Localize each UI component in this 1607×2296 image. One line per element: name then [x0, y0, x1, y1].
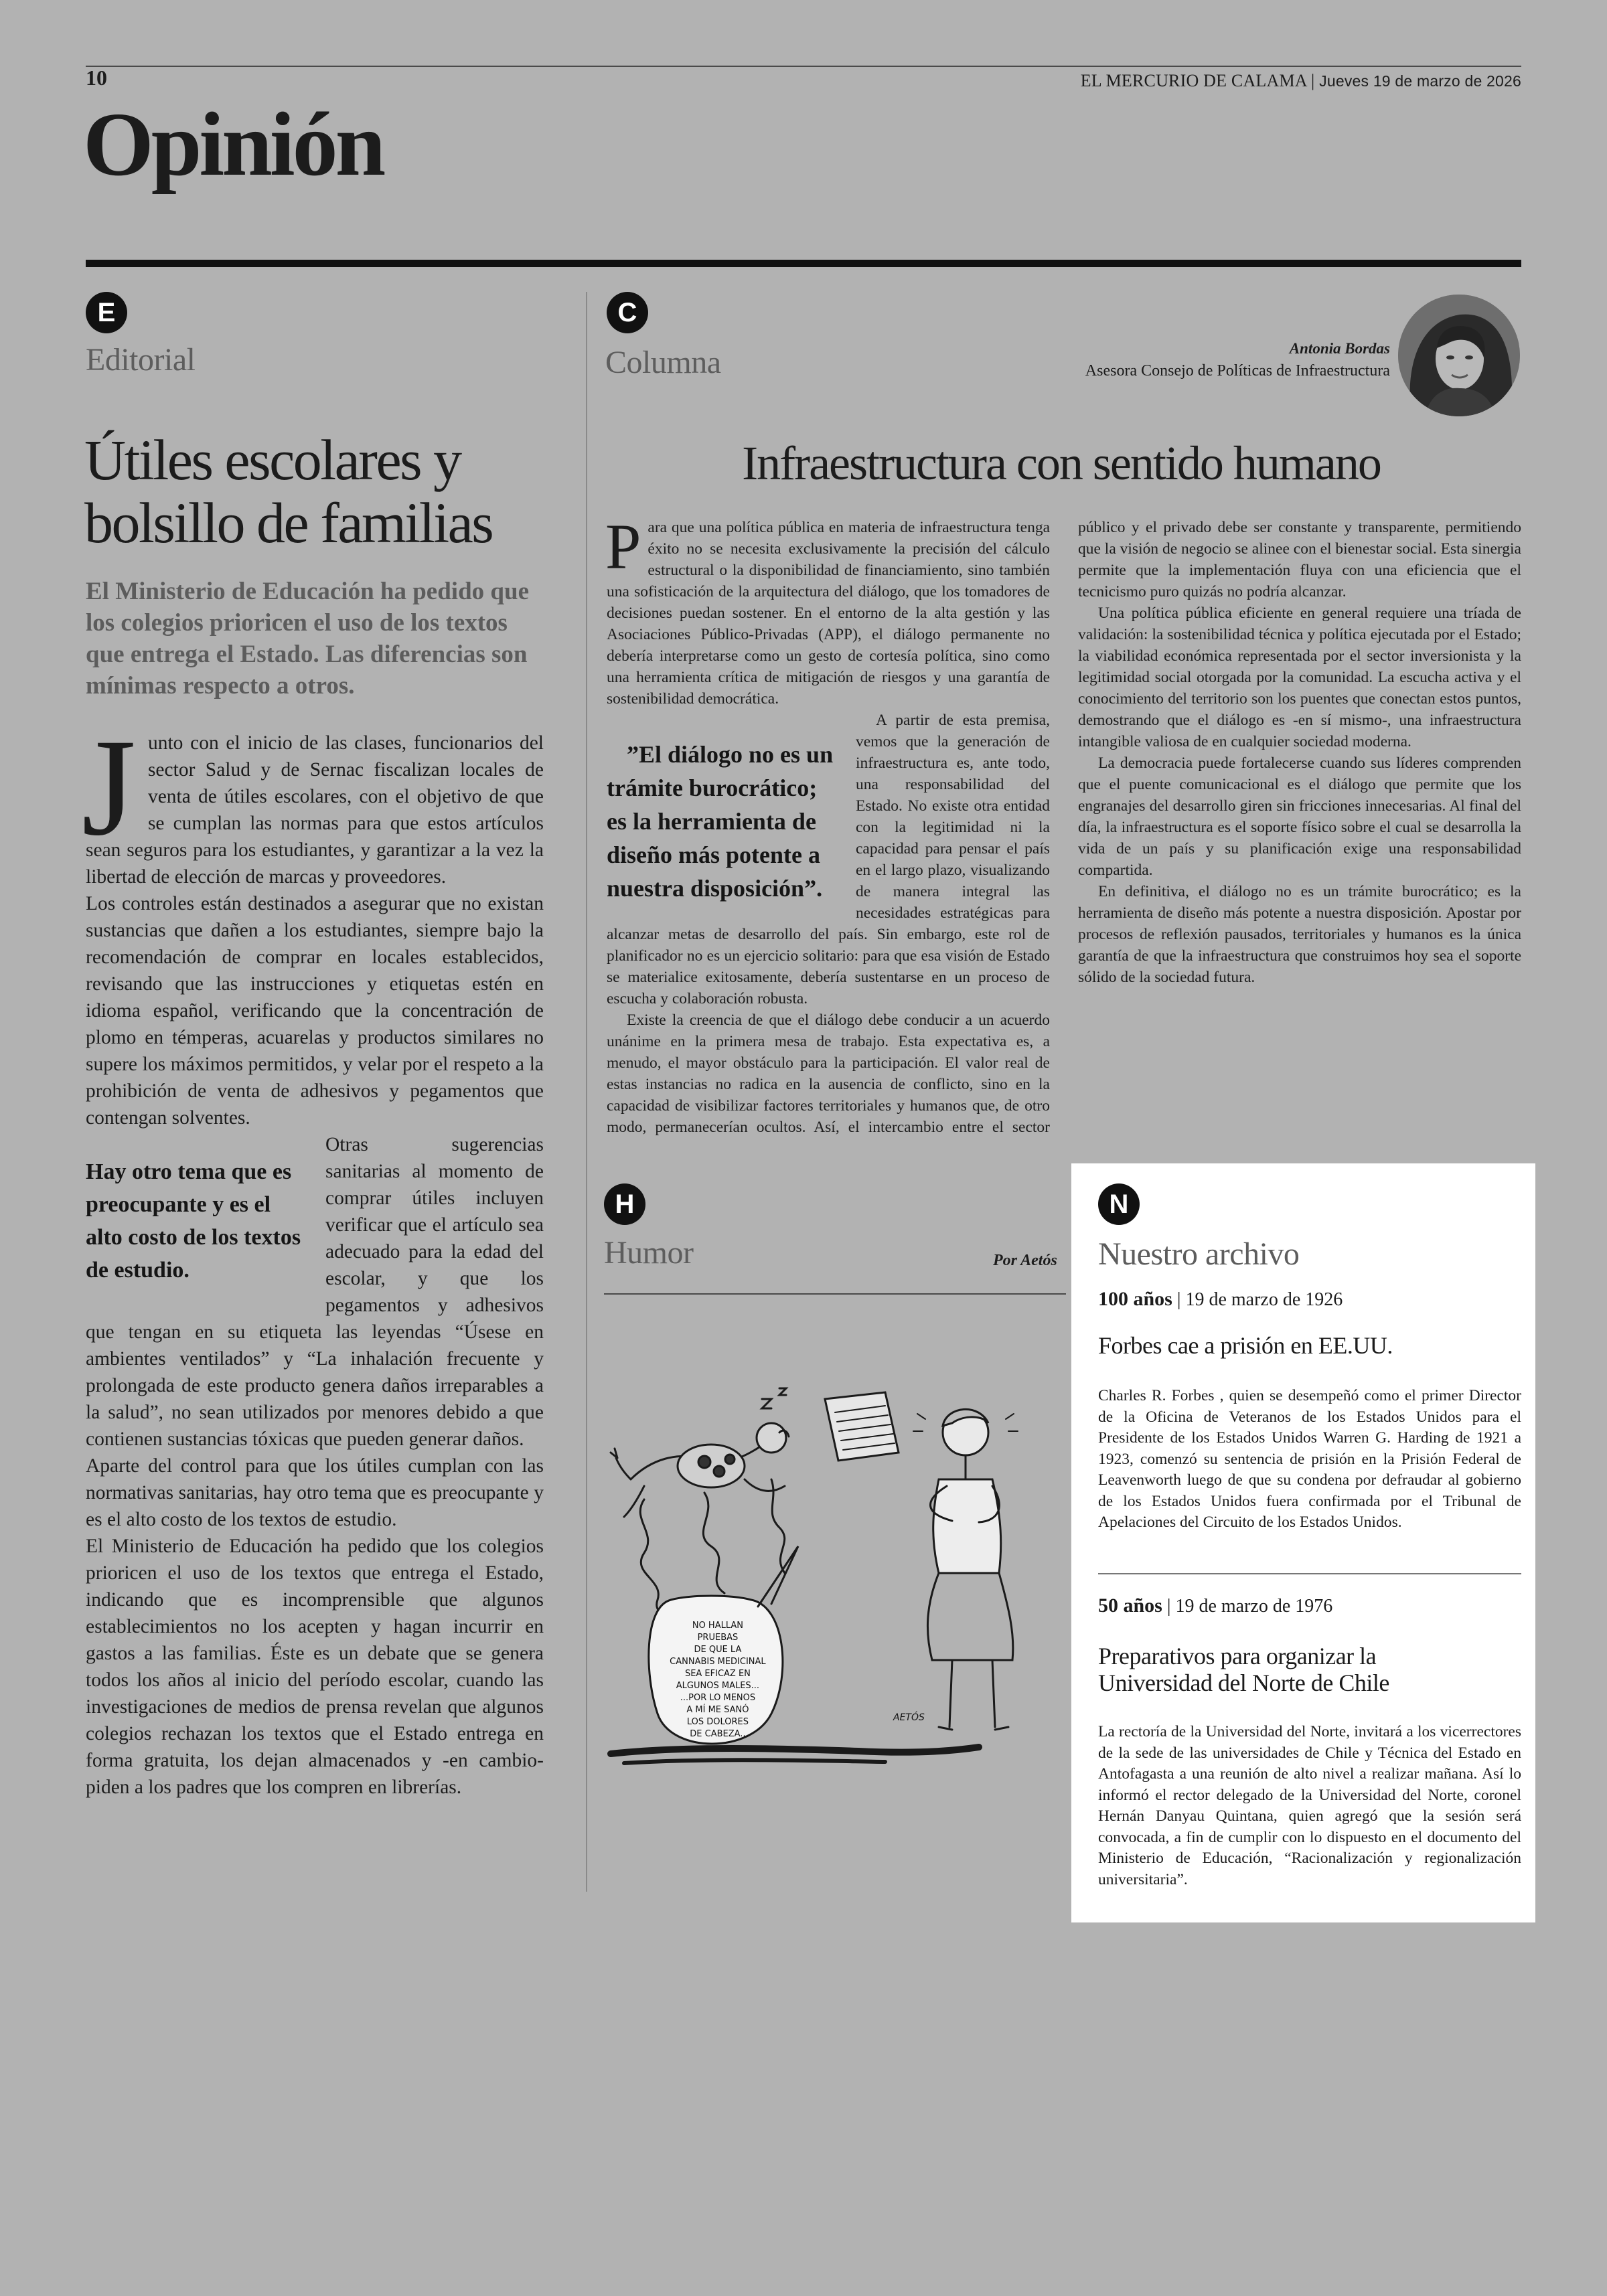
cartoon-bubble-text: NO HALLAN PRUEBAS DE QUE LA CANNABIS MEDICINAL SEA EFICAZ EN ALGUNOS MALES... ...POR LO MENOS A MÍ ME SANÓ LOS DOLORES DE CABEZA... — [670, 1621, 766, 1739]
cartoon-signature: AETÓS — [893, 1712, 925, 1723]
archive-item-2-years: 50 años — [1098, 1594, 1162, 1617]
archive-item-1-title: Forbes cae a prisión en EE.UU. — [1098, 1332, 1393, 1359]
column-body — [605, 511, 1521, 1146]
archive-item-2-title — [1098, 1643, 1521, 1696]
column-drop-cap: P — [605, 511, 641, 582]
archive-item-1-date: 19 de marzo de 1926 — [1185, 1289, 1343, 1310]
newspaper-name: EL MERCURIO DE CALAMA — [1080, 71, 1307, 90]
cartoon-drawing — [604, 1379, 1066, 1781]
column-paragraph: Una política pública eficiente en general requiere una tríada de validación: la sostenibilidad técnica y política ejecutada por el Estado; la viabilidad económica representada por el sector inversionista y la legitimidad social otorgada por la comunidad. La escucha activa y el conocimiento del territorio son los puentes que conectan estos puntos, demostrando que el diálogo es -en sí mismo-, una infraestructura intangible valiosa de en cualquier sociedad moderna. — [1078, 604, 1521, 750]
editorial-headline — [84, 428, 580, 554]
column-author: Antonia Bordas — [1289, 340, 1390, 357]
archive-badge: N — [1098, 1183, 1140, 1225]
editorial-paragraph: unto con el inicio de las clases, funcionarios del sector Salud y de Sernac fiscalizan locales de venta de útiles escolares, con el objetivo de que se cumplan las normas para que estos artículos sean seguros para los estudiantes, y garantizar a la vez la libertad de elección de marcas y proveedores. — [86, 732, 544, 888]
author-photo — [1398, 295, 1520, 416]
editorial-headline-line2: bolsillo de familias — [84, 491, 493, 555]
humor-credit: Por Aetós — [993, 1252, 1057, 1269]
editorial-kicker: Editorial — [86, 342, 196, 378]
humor-badge: H — [604, 1183, 645, 1225]
column-paragraph: En definitiva, el diálogo no es un trámite burocrático; es la herramienta de diseño más potente a nuestra disposición. Apostar por procesos de reflexión pausados, territoriales y humanos es la única garantía de que la infraestructura que construimos hoy sea el soporte sólido de la sociedad futura. — [1078, 883, 1521, 986]
column-author-role: Asesora Consejo de Políticas de Infraestructura — [1085, 362, 1390, 380]
archive-divider — [1098, 1573, 1521, 1574]
editorial-paragraph: Otras sugerencias sanitarias al momento de comprar útiles incluyen verificar que el artículo sea adecuado para la edad del escolar, y que los pegamentos y adhesivos que tengan en su etiqueta las leyendas “Úsese en ambientes ventilados” y “La inhalación frecuente y prolongada de este producto genera daños irreparables a la salud”, no sean utilizados por menores debido a que contienen sustancias tóxicas que pueden generar daños. — [86, 1134, 544, 1450]
section-title: Opinión — [83, 94, 384, 195]
page-number: 10 — [86, 66, 107, 90]
archive-item-2-body: La rectoría de la Universidad del Norte, invitará a los vicerrectores de la sede de las universidades de Chile y Técnica del Estado en Antofagasta a una reunión de alto nivel a realizar mañana. Así lo informó el rector delegado de la Universidad del Norte, coronel Hernán Danyau Quintana, quien agregó que la sesión será convocada, a fin de cumplir con lo dispuesto en el documento del Ministerio de Educación, “Racionalización y regionalización universitaria”. — [1098, 1723, 1521, 1888]
column-divider — [586, 292, 587, 1892]
editorial-deck: El Ministerio de Educación ha pedido que los colegios prioricen el uso de los textos que entrega el Estado. Las diferencias son mínimas respecto a otros. — [86, 578, 529, 700]
section-rule — [86, 260, 1521, 267]
archive-item-2-era: 50 años | 19 de marzo de 1976 — [1098, 1594, 1333, 1617]
column-headline: Infraestructura con sentido humano — [742, 436, 1381, 490]
archive-item-2-date: 19 de marzo de 1976 — [1175, 1596, 1333, 1617]
archive-item-1-years: 100 años — [1098, 1288, 1172, 1310]
archive-item-1-era: 100 años | 19 de marzo de 1926 — [1098, 1288, 1343, 1310]
editorial-pullquote: Hay otro tema que es preocupante y es el alto costo de los textos de estudio. — [86, 1159, 301, 1283]
column-paragraph: ara que una política pública en materia de infraestructura tenga éxito no se necesita exclusivamente la precisión del cálculo estructural o la disponibilidad de financiamiento, sino también una sofisticación de la arquitectura del diálogo, que los tomadores de decisiones puedan sostener. En el entorno de la alta gestión y las Asociaciones Público-Privadas (APP), el diálogo permanente no debería interpretarse como un gesto de cortesía política, sino como una herramienta crítica de mitigación de riesgos y una garantía de sostenibilidad democrática. — [607, 519, 1050, 708]
column-paragraph: Existe la creencia de que el diálogo debe conducir a un acuerdo unánime en la primera mesa de trabajo. Esta expectativa es, a menudo, el mayor obstáculo para la participación. El valor real de estas instancias no radica en la ausencia de conflicto, sino en la capacidad de visibilizar factores territoriales y humanos que, de otro modo, permanecerían ocultos. Así, el intercambio entre el sector público y el privado debe ser constante y transparente, permitiendo que la visión de negocio se alinee con el bienestar social. Esta sinergia permite que la implementación fluya con una eficiencia que el tecnicismo puro quizás no podría alcanzar. — [607, 519, 1521, 1136]
archive-item-1-body: Charles R. Forbes , quien se desempeñó como el primer Director de la Oficina de Veteranos de los Estados Unidos para el Presidente de los Estados Unidos Warren G. Harding de 1921 a 1923, comenzó su sentencia de prisión en la Prisión Federal de Leavenworth luego de que su condena por defraudar al gobierno de los Estados Unidos fuera confirmada por el Tribunal de Apelaciones del Circuito de los Estados Unidos. — [1098, 1387, 1521, 1531]
editorial-headline-line1: Útiles escolares y — [84, 428, 461, 492]
archive-item-2-title-line2: Universidad del Norte de Chile — [1098, 1669, 1389, 1696]
humor-rule — [604, 1293, 1066, 1295]
archive-kicker: Nuestro archivo — [1098, 1236, 1300, 1272]
editorial-body — [82, 710, 544, 1801]
column-paragraph: A partir de esta premisa, vemos que la generación de infraestructura es, ante todo, una responsabilidad del Estado. No existe otra entidad con la legitimidad ni la capacidad para pensar el país en el largo plazo, visualizando de manera integral las necesidades estratégicas para alcanzar metas de desarrollo del país. Sin embargo, este rol de planificador no es un ejercicio solitario: para que esa visión de Estado se materialice exitosamente, debería sustentarse en un proceso de escucha y colaboración robusta. — [607, 712, 1050, 1007]
editorial-paragraph: Los controles están destinados a asegurar que no existan sustancias que dañen a los estudiantes, siempre bajo la recomendación de comprar en locales establecidos, revisando que las instrucciones y etiquetas estén en idioma español, verificando que la concentración de plomo en témperas, acuarelas y productos similares no supere los máximos permitidos, y velar por el respeto a la prohibición de venta de adhesivos y pegamentos que contengan solventes. — [86, 893, 544, 1129]
editorial-paragraph: El Ministerio de Educación ha pedido que los colegios prioricen el uso de los textos que entrega el Estado, indicando que es incomprensible que algunos establecimientos no los acepten y hagan incurrir en gastos a las familias. Éste es un debate que se genera todos los años al inicio del período escolar, cuando las investigaciones de medios de prensa revelan que algunos colegios rechazan los textos que el Estado entrega en forma gratuita, los dejan almacenados y -en cambio- piden a los padres que los compren en librerías. — [86, 1536, 544, 1798]
masthead: EL MERCURIO DE CALAMA | Jueves 19 de marzo de 2026 — [1080, 71, 1521, 90]
column-badge: C — [607, 292, 648, 333]
editorial-drop-cap: J — [82, 710, 136, 864]
archive-panel — [1071, 1163, 1535, 1922]
archive-item-2-title-line1: Preparativos para organizar la — [1098, 1643, 1377, 1669]
column-paragraph: La democracia puede fortalecerse cuando sus líderes comprenden que el puente comunicacional es el diálogo que permite que los engranajes del desarrollo giren sin fricciones innecesarias. Al final del día, la infraestructura es el soporte físico sobre el cual se desarrolla la vida de un país y su planificación exige una responsabilidad compartida. — [1078, 754, 1521, 879]
column-pullquote: ”El diálogo no es un trámite burocrático; es la herramienta de diseño más potente a nuestra disposición”. — [607, 741, 834, 902]
editorial-paragraph: Aparte del control para que los útiles cumplan con las normativas sanitarias, hay otro tema que es preocupante y es el alto costo de los textos de estudio. — [86, 1455, 544, 1530]
author-portrait-image — [1398, 295, 1520, 416]
column-kicker: Columna — [605, 345, 721, 380]
top-rule — [86, 66, 1521, 67]
editorial-badge: E — [86, 292, 127, 333]
humor-kicker: Humor — [604, 1235, 694, 1270]
humor-cartoon — [604, 1379, 1066, 1781]
issue-date: Jueves 19 de marzo de 2026 — [1319, 72, 1521, 90]
